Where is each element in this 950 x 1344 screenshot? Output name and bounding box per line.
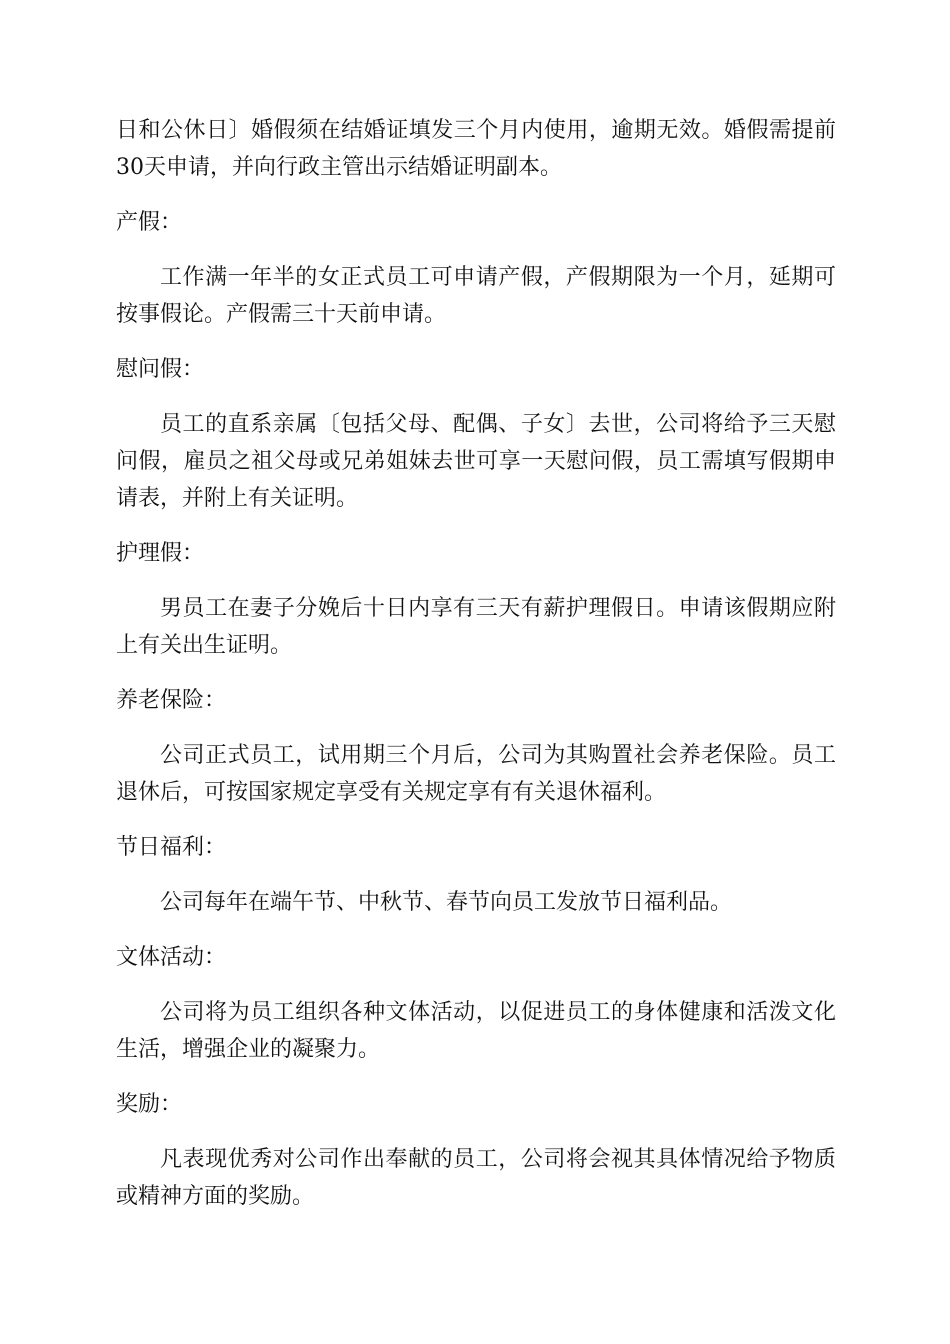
section-body-bereavement-leave: 员工的直系亲属〔包括父母、配偶、子女〕去世，公司将给予三天慰问假，雇员之祖父母或兄弟姐妹去世可享一天慰问假，员工需填写假期申请表，并附上有关证明。	[116, 412, 836, 511]
section-body-recreational-activities: 公司将为员工组织各种文体活动，以促进员工的身体健康和活泼文化生活，增强企业的凝聚力。	[116, 1000, 836, 1062]
section-heading-recreational-activities: 文体活动：	[116, 945, 227, 970]
section-heading-bereavement-leave: 慰问假：	[116, 357, 205, 382]
section-body-holiday-benefits: 公司每年在端午节、中秋节、春节向员工发放节日福利品。	[160, 890, 733, 915]
section-heading-holiday-benefits: 节日福利：	[116, 835, 227, 860]
section-body-pension-insurance: 公司正式员工，试用期三个月后，公司为其购置社会养老保险。员工退休后，可按国家规定享受有关规定享有有关退休福利。	[116, 743, 836, 805]
section-body-maternity-leave: 工作满一年半的女正式员工可申请产假，产假期限为一个月，延期可按事假论。产假需三十天前申请。	[116, 265, 836, 327]
section-heading-rewards: 奖励：	[116, 1092, 183, 1117]
document-body	[116, 112, 836, 1215]
intro-paragraph: 日和公休日〕婚假须在结婚证填发三个月内使用，逾期无效。婚假需提前30天申请，并向行政主管出示结婚证明副本。	[116, 118, 836, 180]
section-heading-paternity-leave: 护理假：	[116, 541, 205, 566]
section-body-paternity-leave: 男员工在妻子分娩后十日内享有三天有薪护理假日。申请该假期应附上有关出生证明。	[116, 596, 836, 658]
section-heading-maternity-leave: 产假：	[116, 210, 183, 235]
section-body-rewards: 凡表现优秀对公司作出奉献的员工，公司将会视其具体情况给予物质或精神方面的奖励。	[116, 1147, 836, 1209]
section-heading-pension-insurance: 养老保险：	[116, 688, 227, 713]
